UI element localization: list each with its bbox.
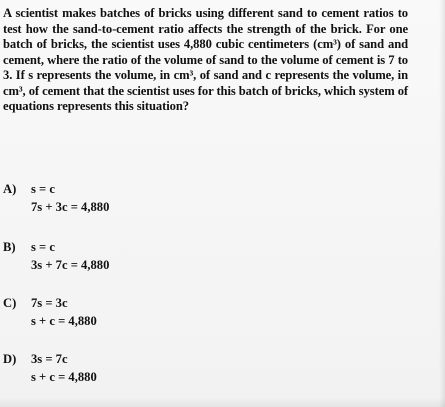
- page-bottom-shade: [0, 397, 445, 407]
- choice-b-equation-1: s = c: [31, 240, 55, 254]
- choice-d-equation-2: s + c = 4,880: [31, 370, 97, 384]
- question-text: A scientist makes batches of bricks using different sand to cement ratios to test how the sand-to-cement ratio affects the strength of the brick. For one batch of bricks, the scientist uses 4,880 cubic centimeters (cm³) of sand and cement, where the ratio of the volume of sand to the volume of cement is 7 to 3. If s represents the volume, in cm³, of sand and c represents the volume, in cm³, of cement that the scientist uses for this batch of bricks, which system of equations represents this situation?: [3, 6, 408, 113]
- choice-d-letter: D): [3, 352, 17, 366]
- choice-c-letter: C): [3, 296, 17, 310]
- choice-b-equation-2: 3s + 7c = 4,880: [31, 258, 110, 272]
- page-edge-shadow: [439, 0, 445, 407]
- choice-c-equation-1: 7s = 3c: [31, 296, 68, 310]
- choice-c-equation-2: s + c = 4,880: [31, 314, 97, 328]
- choice-a-equation-1: s = c: [31, 182, 55, 196]
- choice-b-letter: B): [3, 240, 16, 254]
- choice-a-letter: A): [3, 182, 17, 196]
- choice-d-equation-1: 3s = 7c: [31, 352, 68, 366]
- choice-a-equation-2: 7s + 3c = 4,880: [31, 200, 110, 214]
